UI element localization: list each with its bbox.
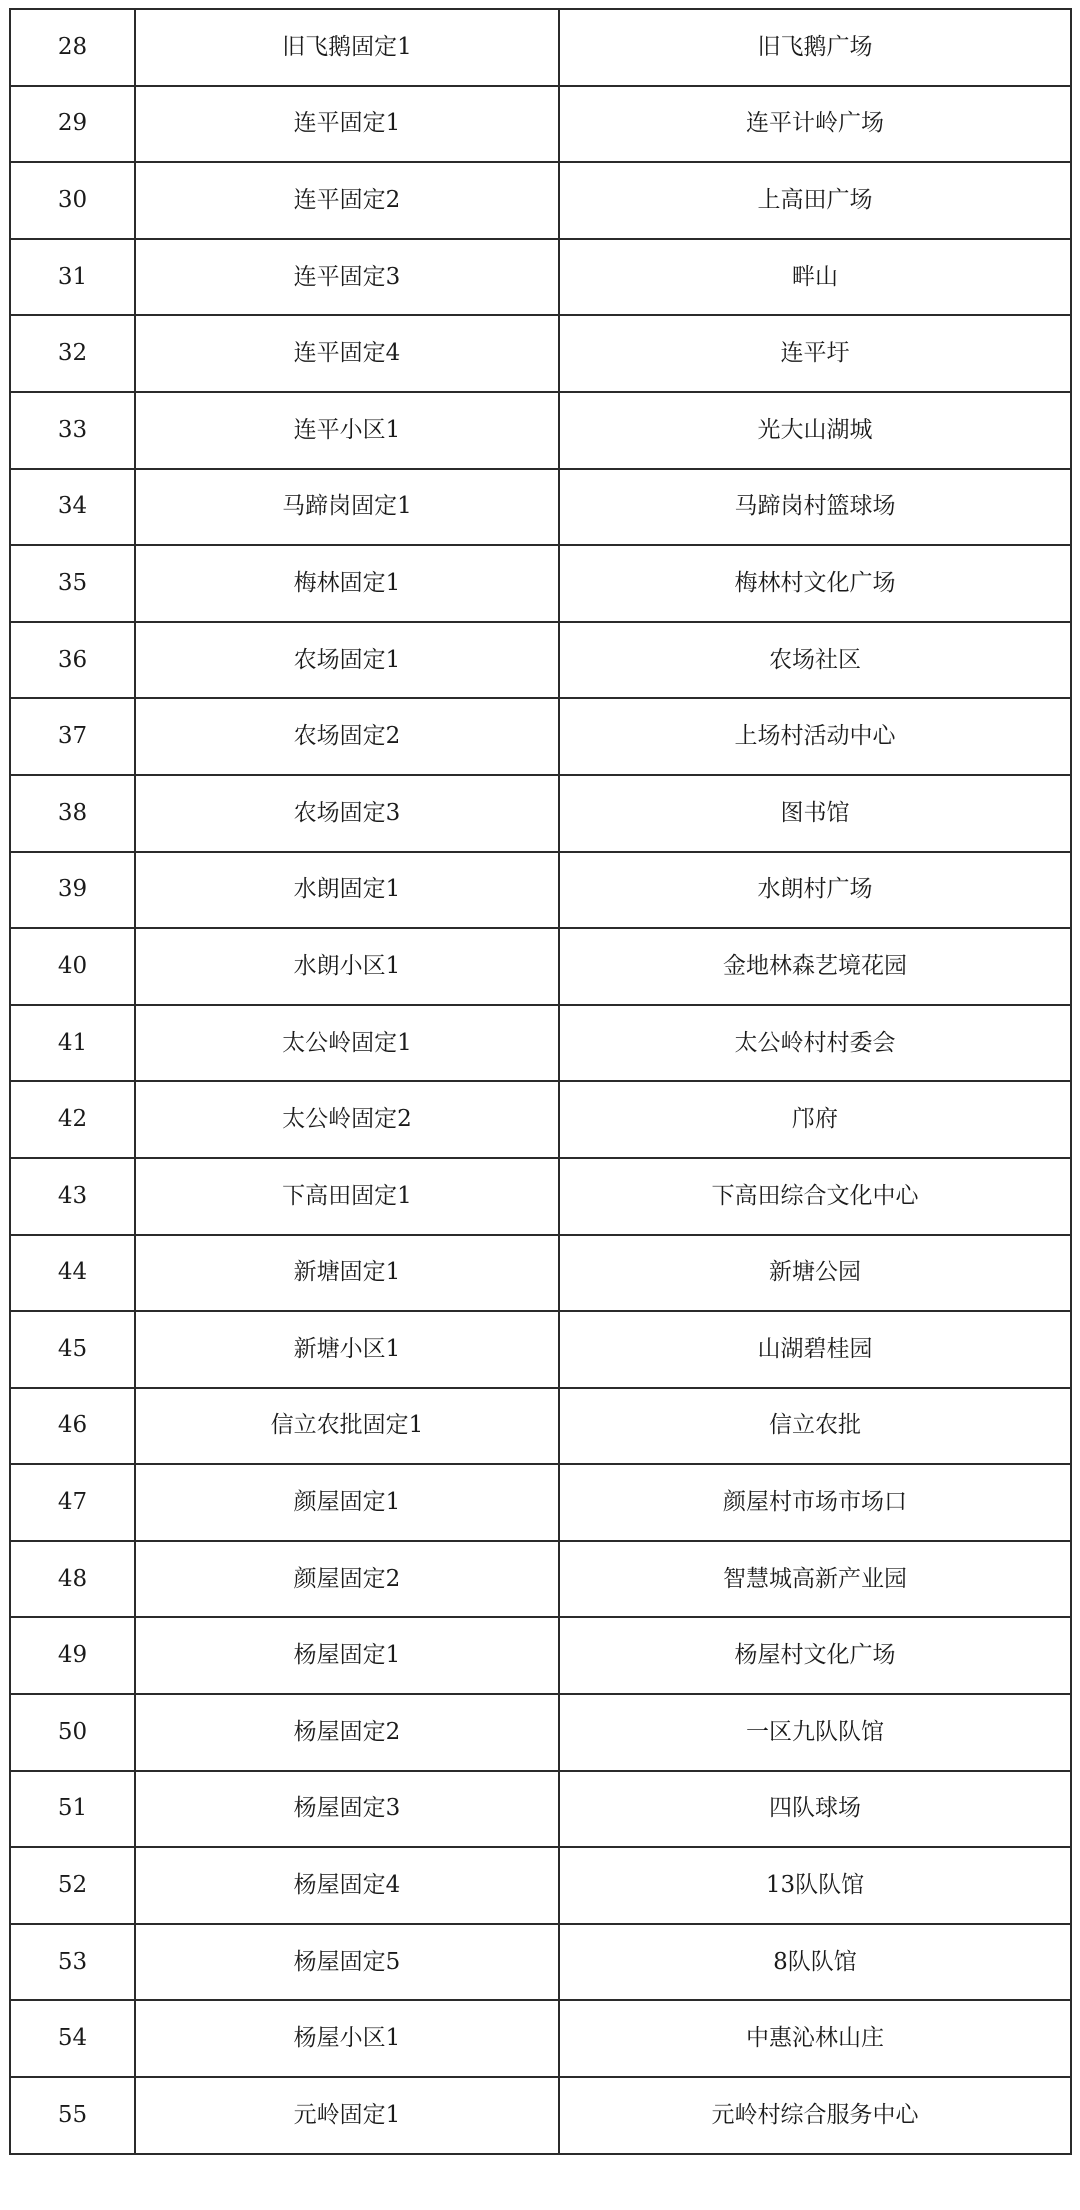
site-location-cell: 13队队馆 bbox=[559, 1847, 1071, 1924]
site-name-cell: 太公岭固定2 bbox=[135, 1081, 559, 1158]
row-number-cell: 39 bbox=[10, 852, 135, 929]
site-location-cell: 邝府 bbox=[559, 1081, 1071, 1158]
site-name-cell: 水朗固定1 bbox=[135, 852, 559, 929]
site-location-cell: 山湖碧桂园 bbox=[559, 1311, 1071, 1388]
site-location-cell: 金地林森艺境花园 bbox=[559, 928, 1071, 1005]
table-row bbox=[10, 1081, 1071, 1158]
row-number-cell: 40 bbox=[10, 928, 135, 1005]
site-name-cell: 杨屋固定3 bbox=[135, 1771, 559, 1848]
row-number-cell: 55 bbox=[10, 2077, 135, 2154]
site-location-cell: 上场村活动中心 bbox=[559, 698, 1071, 775]
site-location-cell: 新塘公园 bbox=[559, 1235, 1071, 1312]
site-name-cell: 水朗小区1 bbox=[135, 928, 559, 1005]
table-row bbox=[10, 315, 1071, 392]
table-row bbox=[10, 1541, 1071, 1618]
site-location-cell: 下高田综合文化中心 bbox=[559, 1158, 1071, 1235]
site-location-cell: 畔山 bbox=[559, 239, 1071, 316]
row-number-cell: 47 bbox=[10, 1464, 135, 1541]
table-row bbox=[10, 775, 1071, 852]
site-name-cell: 信立农批固定1 bbox=[135, 1388, 559, 1465]
table-row bbox=[10, 545, 1071, 622]
site-location-cell: 智慧城高新产业园 bbox=[559, 1541, 1071, 1618]
site-name-cell: 颜屋固定2 bbox=[135, 1541, 559, 1618]
table-row bbox=[10, 1158, 1071, 1235]
row-number-cell: 35 bbox=[10, 545, 135, 622]
site-location-cell: 中惠沁林山庄 bbox=[559, 2000, 1071, 2077]
row-number-cell: 33 bbox=[10, 392, 135, 469]
row-number-cell: 31 bbox=[10, 239, 135, 316]
site-name-cell: 梅林固定1 bbox=[135, 545, 559, 622]
site-name-cell: 农场固定2 bbox=[135, 698, 559, 775]
row-number-cell: 42 bbox=[10, 1081, 135, 1158]
site-location-cell: 光大山湖城 bbox=[559, 392, 1071, 469]
site-name-cell: 连平固定1 bbox=[135, 86, 559, 163]
row-number-cell: 44 bbox=[10, 1235, 135, 1312]
site-location-cell: 旧飞鹅广场 bbox=[559, 9, 1071, 86]
site-name-cell: 马蹄岗固定1 bbox=[135, 469, 559, 546]
site-name-cell: 杨屋固定2 bbox=[135, 1694, 559, 1771]
row-number-cell: 37 bbox=[10, 698, 135, 775]
table-row bbox=[10, 392, 1071, 469]
site-name-cell: 农场固定3 bbox=[135, 775, 559, 852]
row-number-cell: 30 bbox=[10, 162, 135, 239]
row-number-cell: 52 bbox=[10, 1847, 135, 1924]
site-name-cell: 杨屋固定5 bbox=[135, 1924, 559, 2001]
table-row bbox=[10, 1924, 1071, 2001]
table-row bbox=[10, 852, 1071, 929]
site-name-cell: 旧飞鹅固定1 bbox=[135, 9, 559, 86]
site-name-cell: 太公岭固定1 bbox=[135, 1005, 559, 1082]
row-number-cell: 49 bbox=[10, 1617, 135, 1694]
site-name-cell: 农场固定1 bbox=[135, 622, 559, 699]
site-location-cell: 元岭村综合服务中心 bbox=[559, 2077, 1071, 2154]
site-location-cell: 图书馆 bbox=[559, 775, 1071, 852]
table-row bbox=[10, 1235, 1071, 1312]
row-number-cell: 32 bbox=[10, 315, 135, 392]
table-row bbox=[10, 2077, 1071, 2154]
site-name-cell: 元岭固定1 bbox=[135, 2077, 559, 2154]
site-location-cell: 一区九队队馆 bbox=[559, 1694, 1071, 1771]
row-number-cell: 50 bbox=[10, 1694, 135, 1771]
site-location-cell: 杨屋村文化广场 bbox=[559, 1617, 1071, 1694]
row-number-cell: 36 bbox=[10, 622, 135, 699]
row-number-cell: 53 bbox=[10, 1924, 135, 2001]
site-location-cell: 梅林村文化广场 bbox=[559, 545, 1071, 622]
data-table bbox=[9, 8, 1072, 2155]
table-row bbox=[10, 469, 1071, 546]
row-number-cell: 48 bbox=[10, 1541, 135, 1618]
row-number-cell: 51 bbox=[10, 1771, 135, 1848]
site-location-cell: 农场社区 bbox=[559, 622, 1071, 699]
site-location-cell: 连平圩 bbox=[559, 315, 1071, 392]
row-number-cell: 46 bbox=[10, 1388, 135, 1465]
row-number-cell: 28 bbox=[10, 9, 135, 86]
table-row bbox=[10, 698, 1071, 775]
table-row bbox=[10, 1617, 1071, 1694]
table-row bbox=[10, 239, 1071, 316]
site-location-cell: 连平计岭广场 bbox=[559, 86, 1071, 163]
table-row bbox=[10, 622, 1071, 699]
row-number-cell: 29 bbox=[10, 86, 135, 163]
site-name-cell: 杨屋固定1 bbox=[135, 1617, 559, 1694]
site-name-cell: 新塘小区1 bbox=[135, 1311, 559, 1388]
site-name-cell: 杨屋小区1 bbox=[135, 2000, 559, 2077]
table-row bbox=[10, 1311, 1071, 1388]
site-name-cell: 杨屋固定4 bbox=[135, 1847, 559, 1924]
site-location-cell: 颜屋村市场市场口 bbox=[559, 1464, 1071, 1541]
site-location-cell: 马蹄岗村篮球场 bbox=[559, 469, 1071, 546]
table-row bbox=[10, 162, 1071, 239]
table-row bbox=[10, 2000, 1071, 2077]
table-row bbox=[10, 86, 1071, 163]
site-location-cell: 四队球场 bbox=[559, 1771, 1071, 1848]
table-row bbox=[10, 1005, 1071, 1082]
site-location-cell: 8队队馆 bbox=[559, 1924, 1071, 2001]
site-name-cell: 连平固定3 bbox=[135, 239, 559, 316]
site-location-cell: 上高田广场 bbox=[559, 162, 1071, 239]
table-body bbox=[10, 9, 1071, 2154]
table-row bbox=[10, 1694, 1071, 1771]
row-number-cell: 54 bbox=[10, 2000, 135, 2077]
table-row bbox=[10, 1388, 1071, 1465]
table-row bbox=[10, 1771, 1071, 1848]
row-number-cell: 34 bbox=[10, 469, 135, 546]
table-row bbox=[10, 1847, 1071, 1924]
site-name-cell: 连平固定2 bbox=[135, 162, 559, 239]
row-number-cell: 43 bbox=[10, 1158, 135, 1235]
row-number-cell: 45 bbox=[10, 1311, 135, 1388]
row-number-cell: 41 bbox=[10, 1005, 135, 1082]
site-location-cell: 信立农批 bbox=[559, 1388, 1071, 1465]
site-name-cell: 颜屋固定1 bbox=[135, 1464, 559, 1541]
site-name-cell: 连平固定4 bbox=[135, 315, 559, 392]
row-number-cell: 38 bbox=[10, 775, 135, 852]
site-name-cell: 下高田固定1 bbox=[135, 1158, 559, 1235]
table-row bbox=[10, 928, 1071, 1005]
site-name-cell: 连平小区1 bbox=[135, 392, 559, 469]
site-location-cell: 太公岭村村委会 bbox=[559, 1005, 1071, 1082]
site-name-cell: 新塘固定1 bbox=[135, 1235, 559, 1312]
table-row bbox=[10, 9, 1071, 86]
site-location-cell: 水朗村广场 bbox=[559, 852, 1071, 929]
sampling-sites-table bbox=[9, 8, 1070, 2155]
table-row bbox=[10, 1464, 1071, 1541]
